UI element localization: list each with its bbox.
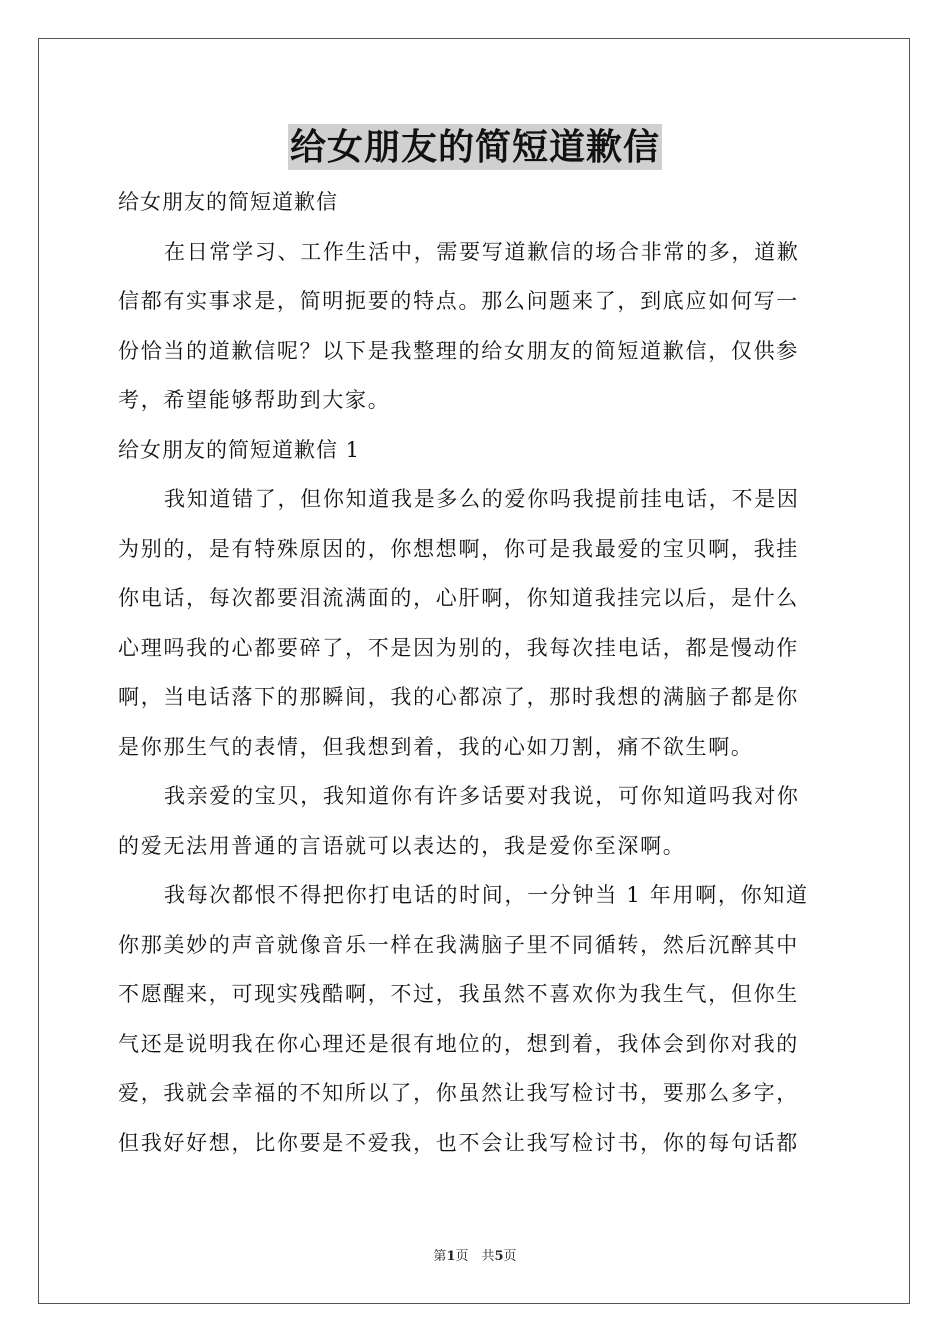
page-footer <box>0 1248 950 1266</box>
footer-suffix: 页 <box>503 1249 517 1264</box>
paragraph-line: 的爱无法用普通的言语就可以表达的，我是爱你至深啊。 <box>118 833 686 858</box>
document-body <box>118 178 836 1168</box>
intro-line: 信都有实事求是，简明扼要的特点。那么问题来了，到底应如何写一 <box>118 289 799 313</box>
paragraph-line: 是你那生气的表情，但我想到着，我的心如刀割，痛不欲生啊。 <box>118 734 754 759</box>
paragraph-line: 我知道错了，但你知道我是多么的爱你吗我提前挂电话，不是因 <box>164 487 800 511</box>
paragraph-line: 爱，我就会幸福的不知所以了，你虽然让我写检讨书，要那么多字， <box>118 1081 799 1105</box>
paragraph-1 <box>118 475 836 772</box>
paragraph-line: 但我好好想，比你要是不爱我，也不会让我写检讨书，你的每句话都 <box>118 1130 799 1155</box>
intro-line: 考，希望能够帮助到大家。 <box>118 388 391 412</box>
intro-line: 份恰当的道歉信呢？以下是我整理的给女朋友的简短道歉信，仅供参 <box>118 338 799 363</box>
intro-paragraph <box>118 228 836 426</box>
paragraph-line: 啊，当电话落下的那瞬间，我的心都凉了，那时我想的满脑子都是你 <box>118 685 799 709</box>
paragraph-line: 不愿醒来，可现实残酷啊，不过，我虽然不喜欢你为我生气，但你生 <box>118 982 799 1006</box>
footer-prefix: 第 <box>433 1249 447 1264</box>
intro-line: 在日常学习、工作生活中，需要写道歉信的场合非常的多，道歉 <box>164 239 800 264</box>
document-title: 给女朋友的简短道歉信 <box>289 126 660 168</box>
total-page-number: 5 <box>494 1249 504 1264</box>
paragraph-line: 我亲爱的宝贝，我知道你有许多话要对我说，可你知道吗我对你 <box>164 784 800 808</box>
paragraph-line: 你那美妙的声音就像音乐一样在我满脑子里不同循转，然后沉醉其中 <box>118 932 799 957</box>
title-container <box>0 124 950 170</box>
paragraph-3 <box>118 871 836 1168</box>
paragraph-line: 你电话，每次都要泪流满面的，心肝啊，你知道我挂完以后，是什么 <box>118 586 799 610</box>
subtitle: 给女朋友的简短道歉信 <box>118 190 338 214</box>
section-heading: 给女朋友的简短道歉信 1 <box>118 437 361 462</box>
footer-mid: 页 共 <box>455 1249 495 1264</box>
current-page-number: 1 <box>446 1249 456 1264</box>
paragraph-line: 气还是说明我在你心理还是很有地位的，想到着，我体会到你对我的 <box>118 1031 799 1056</box>
paragraph-line: 为别的，是有特殊原因的，你想想啊，你可是我最爱的宝贝啊，我挂 <box>118 536 799 561</box>
paragraph-line: 我每次都恨不得把你打电话的时间，一分钟当 1 年用啊，你知道 <box>164 883 809 907</box>
paragraph-line: 心理吗我的心都要碎了，不是因为别的，我每次挂电话，都是慢动作 <box>118 635 799 660</box>
paragraph-2 <box>118 772 836 871</box>
